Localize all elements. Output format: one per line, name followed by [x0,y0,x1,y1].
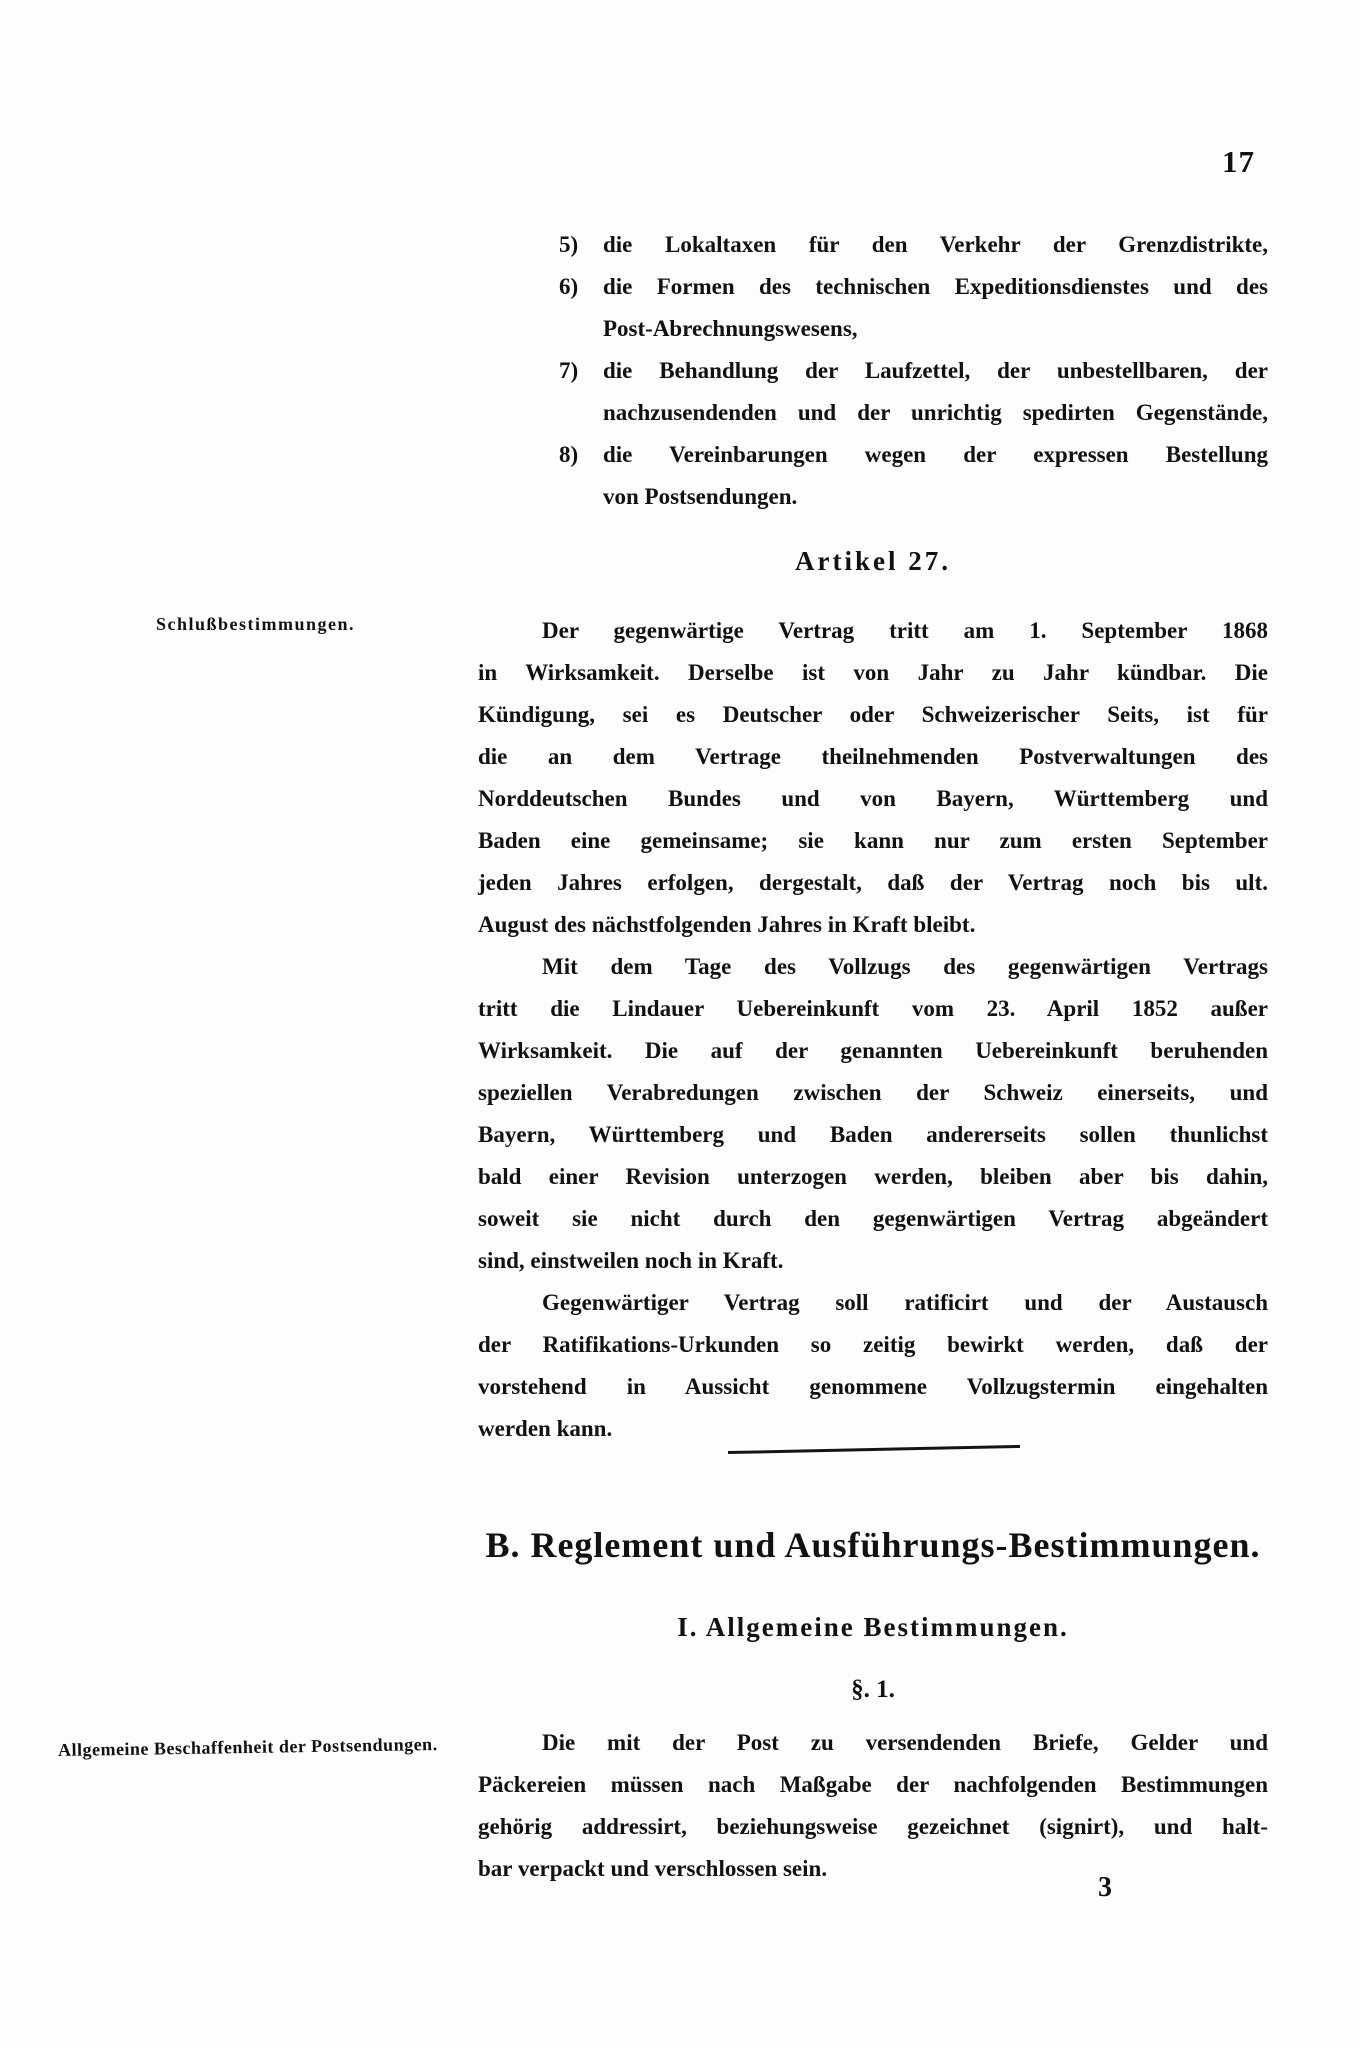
paragraph-heading: §. 1. [851,1676,895,1703]
list-item [559,224,1268,266]
section-1-body [478,1722,1268,1890]
list-item-line: Post-Abrechnungswesens, [603,316,858,341]
page-number: 17 [1222,144,1255,179]
body-line: Der gegenwärtige Vertrag tritt am 1. September 1868 [542,618,1268,643]
list-item-marker: 8) [559,442,579,467]
paragraph [478,1282,1268,1450]
body-line: Päckereien müssen nach Maßgabe der nachfolgenden Bestimmungen [478,1772,1268,1797]
body-line: sind, einstweilen noch in Kraft. [478,1248,784,1273]
paragraph [478,610,1268,946]
body-line: Mit dem Tage des Vollzugs des gegenwärtigen Vertrags [542,954,1268,979]
body-line: Gegenwärtiger Vertrag soll ratificirt und der Austausch [542,1290,1268,1315]
numbered-list [478,224,1268,518]
body-line: werden kann. [478,1416,613,1441]
body-line: Baden eine gemeinsame; sie kann nur zum ersten September [478,828,1268,853]
body-line: der Ratifikations-Urkunden so zeitig bewirkt werden, daß der [478,1332,1268,1357]
list-item-line: die Vereinbarungen wegen der expressen Bestellung [603,442,1268,467]
list-item-marker: 7) [559,358,579,383]
body-line: Norddeutschen Bundes und von Bayern, Württemberg und [478,786,1268,811]
article-heading: Artikel 27. [795,546,951,576]
margin-note: Schlußbestimmungen. [156,614,356,634]
body-line: vorstehend in Aussicht genommene Vollzugstermin eingehalten [478,1374,1268,1399]
list-item-line: die Behandlung der Laufzettel, der unbestellbaren, der [603,358,1268,383]
article-body [478,610,1268,1450]
list-item-marker: 6) [559,274,579,299]
body-line: jeden Jahres erfolgen, dergestalt, daß der Vertrag noch bis ult. [478,870,1268,895]
body-line: in Wirksamkeit. Derselbe ist von Jahr zu Jahr kündbar. Die [478,660,1268,685]
body-line: bald einer Revision unterzogen werden, bleiben aber bis dahin, [478,1164,1268,1189]
body-line: die an dem Vertrage theilnehmenden Postverwaltungen des [478,744,1268,769]
body-line: August des nächstfolgenden Jahres in Kraft bleibt. [478,912,976,937]
body-line: gehörig addressirt, beziehungsweise gezeichnet (signirt), und halt- [478,1814,1268,1839]
body-line: tritt die Lindauer Uebereinkunft vom 23. April 1852 außer [478,996,1268,1021]
body-line: speziellen Verabredungen zwischen der Schweiz einerseits, und [478,1080,1268,1105]
section-heading: B. Reglement und Ausführungs-Bestimmungen. [485,1525,1261,1565]
list-item-line: die Formen des technischen Expeditionsdienstes und des [603,274,1268,299]
paragraph [478,946,1268,1282]
list-item [559,350,1268,434]
body-line: Wirksamkeit. Die auf der genannten Uebereinkunft beruhenden [478,1038,1268,1063]
paragraph [478,1722,1268,1890]
list-item [559,434,1268,518]
body-line: Bayern, Württemberg und Baden andererseits sollen thunlichst [478,1122,1268,1147]
list-item-line: nachzusendenden und der unrichtig spedirten Gegenstände, [603,400,1268,425]
list-item-marker: 5) [559,232,579,257]
margin-note: Allgemeine Beschaffenheit der Postsendungen. [57,1734,438,1760]
body-line: bar verpackt und verschlossen sein. [478,1856,828,1881]
list-item-line: die Lokaltaxen für den Verkehr der Grenzdistrikte, [603,232,1268,257]
list-item-line: von Postsendungen. [603,484,798,509]
subsection-heading: I. Allgemeine Bestimmungen. [677,1612,1069,1642]
body-line: soweit sie nicht durch den gegenwärtigen Vertrag abgeändert [478,1206,1268,1231]
body-line: Die mit der Post zu versendenden Briefe, Gelder und [542,1730,1268,1755]
sheet-signature-number: 3 [1098,1872,1112,1903]
body-line: Kündigung, sei es Deutscher oder Schweizerischer Seits, ist für [478,702,1268,727]
list-item [559,266,1268,350]
